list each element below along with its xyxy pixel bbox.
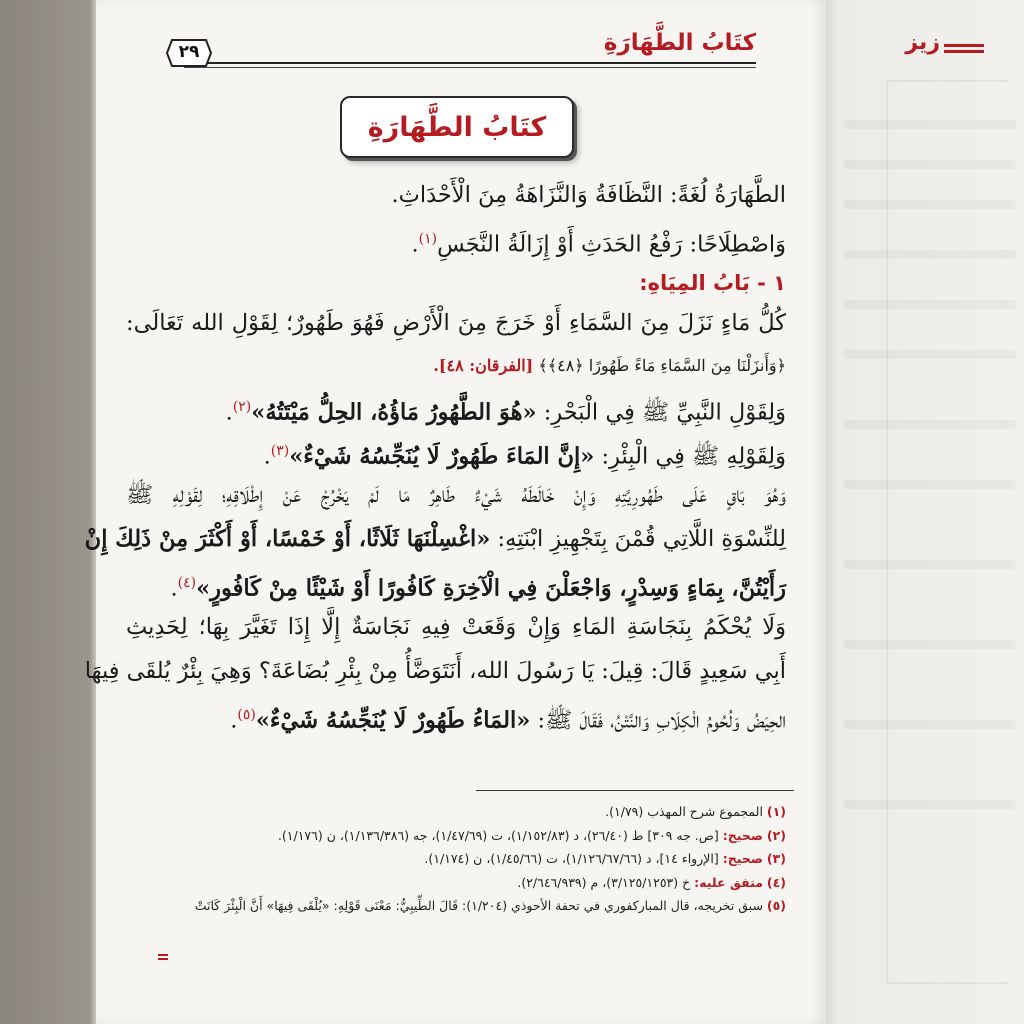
bleed-line [844,560,1016,569]
text-line: الحِيَضُ وَلُحُومُ الْكِلَابِ وَالنَّتْنُ، فَقَالَ ﷺ: «المَاءُ طَهُورٌ لَا يُنَجِّسُهُ شَيْءٌ»$^{(٥)}$. [230,707,786,734]
bleed-line [844,200,1016,209]
running-header-title: كتَابُ الطَّهَارَةِ [603,30,756,56]
facing-page-mark [944,50,984,53]
footnote-grade: متفق عليه: [694,874,763,890]
bleed-line [844,350,1016,359]
hadith-quote: «اغْسِلْنَهَا ثَلَاثًا، أَوْ خَمْسًا، أَوْ أَكْثَرَ مِنْ ذَلِكَ إِنْ [84,526,491,552]
footnotes [116,800,786,918]
text-segment: وَلَا يُحْكَمُ بِنَجَاسَةِ المَاءِ وَإِنْ وَقَعَتْ فِيهِ نَجَاسَةٌ إِلَّا إِذَا تَغَيَّرَ بِهَا؛ لِحَدِيثِ [126,614,786,640]
footnote-marker: (٥) [237,707,256,723]
footnote-number: (٢) [766,827,786,843]
text-line [126,612,786,656]
text-segment: الطَّهَارَةُ لُغَةً: النَّظَافَةُ وَالنَّزَاهَةُ مِنَ الْأَحْدَاثِ. [391,182,786,208]
footnote-number: (٤) [766,874,786,890]
bleed-line [844,720,1016,729]
text-segment: لِلنِّسْوَةِ اللَّاتِي قُمْنَ بِتَجْهِيزِ ابْنَتِهِ: [497,526,786,552]
footnote-number: (١) [766,804,786,819]
hadith-quote: «المَاءُ طَهُورٌ لَا يُنَجِّسُهُ شَيْءٌ» [255,707,531,734]
continuation-mark [158,954,168,956]
book-page [84,0,826,1024]
footnote-text: المجموع شرح المهذب (١/٧٩). [605,804,763,819]
bleed-line [844,800,1016,809]
footnote-number: (٣) [766,851,786,866]
facing-page-border [886,80,1008,984]
text-segment: الحِيَضُ وَلُحُومُ الْكِلَابِ وَالنَّتْنُ، فَقَالَ ﷺ: [537,707,786,734]
footnote [116,871,786,895]
facing-page [826,0,1024,1024]
bleed-line [844,640,1016,649]
text-line [84,524,786,568]
footnote-text: سبق تخريجه، قال المباركفوري في تحفة الأحوذي (١/٢٠٤): قَالَ الطِّيبِيُّ: مَعْنَى قَوْلِهِ: «يُلْقَى فِيهَا» أَنَّ الْبِئْرَ كَانَتْ [194,898,763,913]
bleed-line [844,300,1016,309]
footnote [116,824,786,848]
header-rule [184,67,756,68]
footnote-grade: صحيح: [722,827,763,843]
footnote-text: [ص. جه ٣٠٩] ط (٢٦/٤٠)، د (١/١٥٢/٨٣)، ت (١/٤٧/٦٩)، جه (١/١٣٦/٣٨٦)، ن (١/١٧٦). [277,827,719,843]
quran-verse: ﴿وَأَنزَلْنَا مِنَ السَّمَاءِ مَاءً طَهُورًا ﴿٤٨﴾﴾ [538,356,786,375]
text-segment: وَلِقَوْلِهِ ﷺ فِي الْبِئْرِ: [601,443,786,470]
text-line: رَأَيْتُنَّ، بِمَاءٍ وَسِدْرٍ، وَاجْعَلْنَ فِي الْآخِرَةِ كَافُورًا أَوْ شَيْئًا مِنْ كَافُورٍ»$^{(٤)}$. [170,575,786,602]
footnote-number: (٥) [766,898,786,913]
footnote-marker: (٢) [232,399,252,415]
main-text [84,180,786,744]
footnote-text: [الإرواء ١٤]، د (١/١٢٦/٦٧/٦٦)، ت (١/٤٥/٦٦)، ن (١/١٧٤). [424,851,719,866]
footnote-separator [476,790,794,791]
text-line [84,656,786,700]
text-segment: وَلِقَوْلِ النَّبِيِّ ﷺ فِي الْبَحْرِ: [543,399,786,426]
hadith-quote: «هُوَ الطَّهُورُ مَاؤُهُ، الحِلُّ مَيْتَتُهُ» [251,399,537,426]
text-line [126,308,786,352]
page-number: ٢٩ [178,42,200,62]
section-heading: ١ - بَابُ المِيَاهِ: [639,271,786,295]
text-line: وَلِقَوْلِهِ ﷺ فِي الْبِئْرِ: «إِنَّ المَاءَ طَهُورٌ لَا يُنَجِّسُهُ شَيْءٌ»$^{(٣)}$. [263,443,786,470]
footnote [116,800,786,824]
text-line [126,480,786,524]
footnote-marker: (٤) [177,575,197,591]
quran-reference: [الفرقان: ٤٨]. [433,356,534,375]
footnote [116,894,786,918]
chapter-title: كتَابُ الطَّهَارَةِ [367,111,547,143]
text-segment: وَهُوَ بَاقٍ عَلَى طَهُورِيَّتِهِ وَإِنْ خَالَطَهُ شَيْءٌ طَاهِرٌ مَا لَمْ يَخْرُجْ عَنْ إِطْلَاقِهِ؛ لِقَوْلِهِ ﷺ [126,482,786,508]
bleed-line [844,250,1016,259]
footnote-grade: صحيح: [722,851,763,866]
bleed-line [844,420,1016,429]
hadith-quote: «إِنَّ المَاءَ طَهُورٌ لَا يُنَجِّسُهُ شَيْءٌ» [289,443,595,470]
footnote-marker: (٣) [270,443,290,459]
facing-page-title: زيز [905,30,940,55]
footnote-marker: (١) [418,231,438,247]
footnote [116,847,786,871]
hadith-quote: رَأَيْتُنَّ، بِمَاءٍ وَسِدْرٍ، وَاجْعَلْنَ فِي الْآخِرَةِ كَافُورًا أَوْ شَيْئًا مِنْ كَافُورٍ» [196,575,786,602]
text-segment: وَاصْطِلَاحًا: رَفْعُ الحَدَثِ أَوْ إِزَالَةُ النَّجَسِ [437,231,786,258]
text-segment: كُلُّ مَاءٍ نَزَلَ مِنَ السَّمَاءِ أَوْ خَرَجَ مِنَ الْأَرْضِ فَهُوَ طَهُورٌ؛ لِقَوْلِ الله تَعَالَى: [126,310,786,336]
text-line: وَاصْطِلَاحًا: رَفْعُ الحَدَثِ أَوْ إِزَالَةُ النَّجَسِ$^{(١)}$. [411,231,786,258]
text-line: وَلِقَوْلِ النَّبِيِّ ﷺ فِي الْبَحْرِ: «هُوَ الطَّهُورُ مَاؤُهُ، الحِلُّ مَيْتَتُهُ»$^{(٢)}$. [225,399,786,426]
page-number-badge [166,38,212,68]
footnote-text: خ (٣/١٢٥/١٢٥٣)، م (٢/٦٤٦/٩٣٩). [517,874,691,890]
bleed-line [844,160,1016,169]
text-line [126,180,786,224]
quran-verse-line [126,352,786,392]
header-rule [184,62,756,64]
text-segment: أَبِي سَعِيدٍ قَالَ: قِيلَ: يَا رَسُولَ الله، أَنَتَوَضَّأُ مِنْ بِئْرِ بُضَاعَةَ؟ وَهِيَ بِئْرٌ يُلقَى فِيهَا [84,658,786,684]
bleed-line [844,120,1016,129]
bleed-line [844,480,1016,489]
facing-page-mark [944,44,984,47]
chapter-title-box [340,96,574,158]
